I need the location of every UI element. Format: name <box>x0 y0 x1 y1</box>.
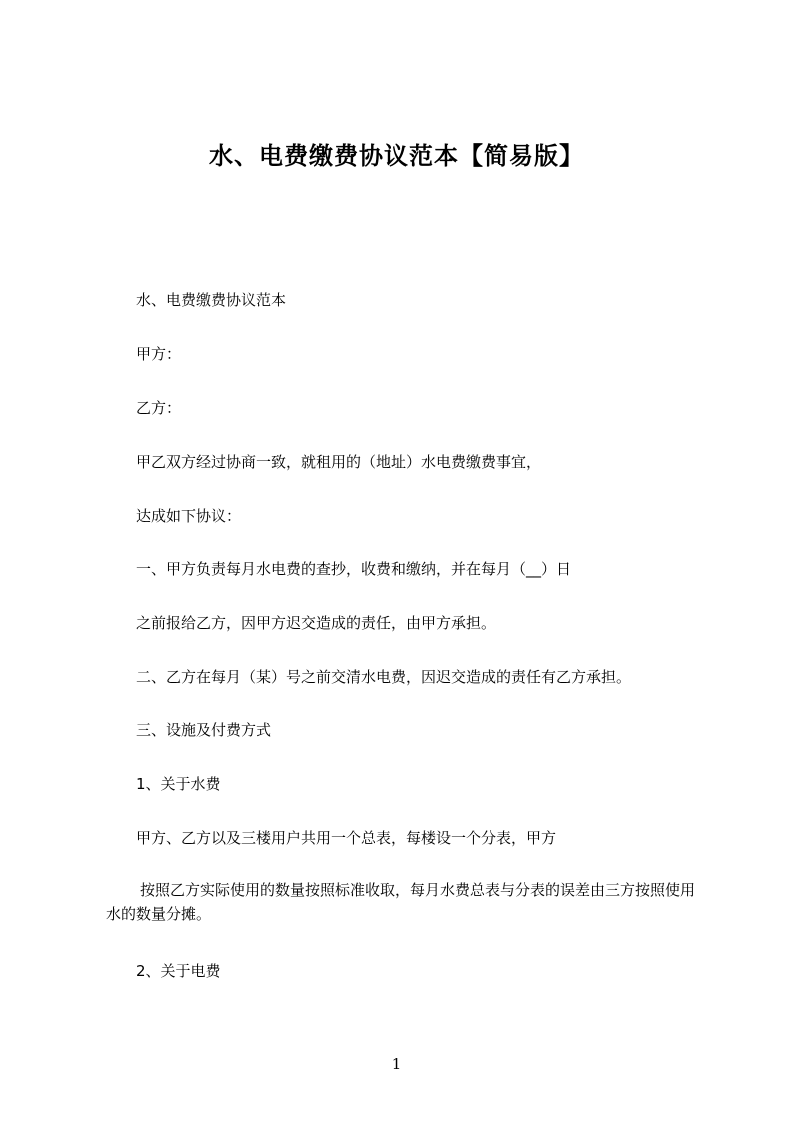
paragraph-electric-fee-heading: 2、关于电费 <box>136 962 221 980</box>
paragraph-water-fee-heading: 1、关于水费 <box>136 775 221 793</box>
document-title: 水、电费缴费协议范本【简易版】 <box>209 142 584 170</box>
paragraph-clause-1: 一、甲方负责每月水电费的查抄，收费和缴纳，并在每月（__）日 <box>136 560 572 578</box>
paragraph-water-fee-1: 甲方、乙方以及三楼用户共用一个总表，每楼设一个分表，甲方 <box>136 829 557 847</box>
paragraph-agreement: 达成如下协议： <box>136 507 242 525</box>
paragraph-party-a: 甲方： <box>136 345 182 363</box>
paragraph-water-fee-2: 按照乙方实际使用的数量按照标准收取，每月水费总表与分表的误差由三方按照使用水的数量分摊。 <box>106 881 696 923</box>
paragraph-intro: 甲乙双方经过协商一致，就租用的（地址）水电费缴费事宜， <box>136 453 542 471</box>
page-number: 1 <box>391 1055 402 1073</box>
paragraph-clause-3: 三、设施及付费方式 <box>136 721 272 739</box>
paragraph-clause-2: 二、乙方在每月（某）号之前交清水电费，因迟交造成的责任有乙方承担。 <box>136 668 632 686</box>
paragraph-party-b: 乙方： <box>136 399 182 417</box>
paragraph-clause-1-cont: 之前报给乙方，因甲方迟交造成的责任，由甲方承担。 <box>136 614 497 632</box>
paragraph-subtitle: 水、电费缴费协议范本 <box>136 291 287 309</box>
